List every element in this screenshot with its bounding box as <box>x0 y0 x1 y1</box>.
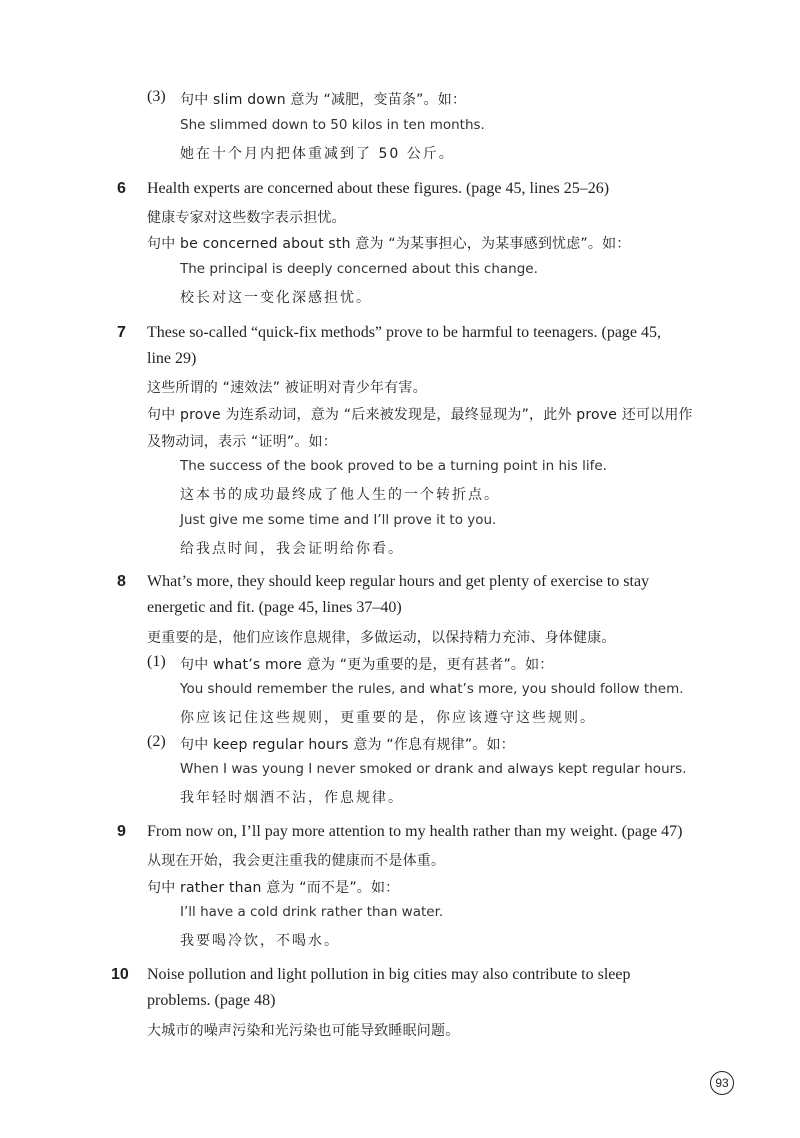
item8-sub1-example-en: You should remember the rules, and what’s more, you should follow them. <box>180 681 684 697</box>
item7-sentence-line2: line 29) <box>147 350 197 367</box>
item8-sub2-text: 句中 keep regular hours 意为 “作息有规律”。如： <box>180 737 515 753</box>
item9-example-en: I’ll have a cold drink rather than water. <box>180 904 444 920</box>
item10-sentence-line2: problems. (page 48) <box>147 992 276 1009</box>
item7-note-line2: 及物动词，表示 “证明”。如： <box>147 434 337 450</box>
item5-sub3-label: (3) <box>147 88 166 105</box>
item7-translation: 这些所谓的 “速效法” 被证明对青少年有害。 <box>147 380 427 396</box>
item6-example-cn: 校长对这一变化深感担忧。 <box>180 290 372 306</box>
item7-sentence-line1: These so-called “quick-fix methods” prove to be harmful to teenagers. (page 45, <box>147 324 662 341</box>
item8-sentence-line2: energetic and fit. (page 45, lines 37–40) <box>147 599 402 616</box>
item8-sub2-label: (2) <box>147 733 166 750</box>
item8-sub1-label: (1) <box>147 653 166 670</box>
item7-example2-en: Just give me some time and I’ll prove it to you. <box>180 512 497 528</box>
page-number: 93 <box>710 1071 734 1095</box>
item7-example1-en: The success of the book proved to be a turning point in his life. <box>180 458 607 474</box>
item9-translation: 从现在开始，我会更注重我的健康而不是体重。 <box>147 853 446 869</box>
item7-example2-cn: 给我点时间，我会证明给你看。 <box>180 541 404 557</box>
item6-example-en: The principal is deeply concerned about this change. <box>180 261 538 277</box>
item7-note-line1: 句中 prove 为连系动词，意为 “后来被发现是，最终显现为”，此外 prove 还可以用作 <box>147 407 693 423</box>
item5-sub3-example-cn: 她在十个月内把体重减到了 50 公斤。 <box>180 146 455 162</box>
item9-sentence: From now on, I’ll pay more attention to my health rather than my weight. (page 47) <box>147 823 683 840</box>
item5-sub3-example-en: She slimmed down to 50 kilos in ten months. <box>180 117 485 133</box>
item9-note: 句中 rather than 意为 “而不是”。如： <box>147 880 400 896</box>
item8-sub1-text: 句中 what’s more 意为 “更为重要的是，更有甚者”。如： <box>180 657 554 673</box>
item10-sentence-line1: Noise pollution and light pollution in big cities may also contribute to sleep <box>147 966 631 983</box>
item6-note: 句中 be concerned about sth 意为 “为某事担心，为某事感到忧虑”。如： <box>147 236 631 252</box>
item9-number: 9 <box>117 823 126 840</box>
item8-translation: 更重要的是，他们应该作息规律，多做运动，以保持精力充沛、身体健康。 <box>147 630 616 646</box>
item8-sentence-line1: What’s more, they should keep regular hours and get plenty of exercise to stay <box>147 573 650 590</box>
item6-number: 6 <box>117 180 126 197</box>
item7-number: 7 <box>117 324 126 341</box>
item9-example-cn: 我要喝冷饮，不喝水。 <box>180 933 340 949</box>
item8-sub2-example-cn: 我年轻时烟酒不沾，作息规律。 <box>180 790 404 806</box>
item8-sub1-example-cn: 你应该记住这些规则，更重要的是，你应该遵守这些规则。 <box>180 710 596 726</box>
item8-sub2-example-en: When I was young I never smoked or drank and always kept regular hours. <box>180 761 687 777</box>
item7-example1-cn: 这本书的成功最终成了他人生的一个转折点。 <box>180 487 500 503</box>
item6-translation: 健康专家对这些数字表示担忧。 <box>147 210 346 226</box>
item8-number: 8 <box>117 573 126 590</box>
item5-sub3-text: 句中 slim down 意为 “减肥，变苗条”。如： <box>180 92 467 108</box>
item10-number: 10 <box>111 966 129 983</box>
item6-sentence: Health experts are concerned about these figures. (page 45, lines 25–26) <box>147 180 610 197</box>
item10-translation: 大城市的噪声污染和光污染也可能导致睡眠问题。 <box>147 1023 460 1039</box>
